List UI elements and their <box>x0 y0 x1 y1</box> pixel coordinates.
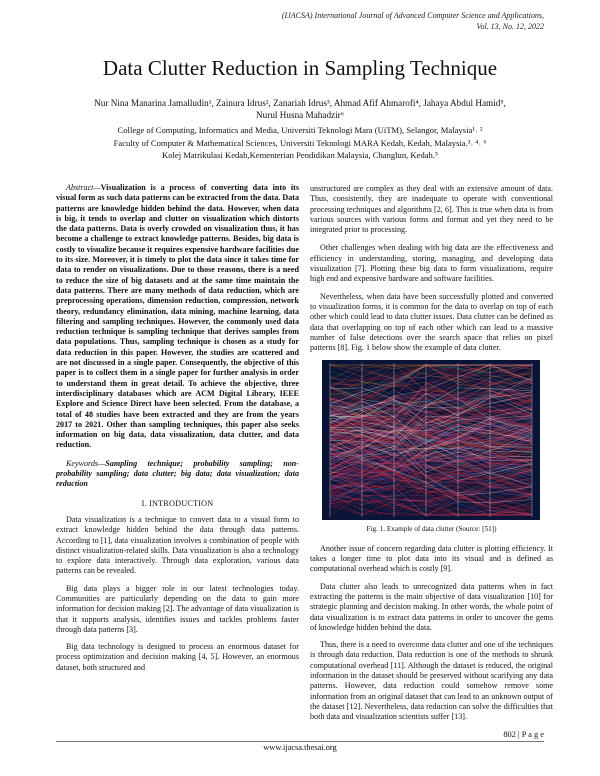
right-paragraph-5: Data clutter also leads to unrecognized data patterns when in fact extracting the patterns is the main objective of data visualization [10] for strategic planning and decision making. In other words, the whole point of data visualization is to extract data patterns in order to uncover the gems of knowledge hidden behind the data. <box>310 581 553 632</box>
right-paragraph-6: Thus, there is a need to overcome data clutter and one of the techniques is through data reduction. Data reduction is one of the methods to shrunk computational overhead [11]. Although the dataset is reduced, the original information in the dataset should be preserved without scarifying any data patterns. However, data reduction could somehow remove some information from an original dataset that can lead to an unknown output of the dataset [12]. Nevertheless, data reduction can solve the difficulties that both data and visualization scientists suffer [13]. <box>310 640 553 722</box>
keywords-label: Keywords— <box>66 458 106 468</box>
right-paragraph-3: Nevertheless, when data have been successfully plotted and converted to visualization forms, it is common for the data to overlap on top of each other which could lead to data clutter issues. Data clutter can be defined as data that overlapping on top of each other which can lead to a massive number of false detections over the search space that relies on pixel patterns [8]. Fig. 1 below show the example of data clutter. <box>310 291 553 353</box>
left-column <box>56 183 299 680</box>
journal-name: (IJACSA) International Journal of Advanced Computer Science and Applications, <box>281 11 544 20</box>
right-paragraph-1: unstructured are complex as they deal with an extensive amount of data. Thus, consistently, they are inadequate to operate with conventional processing techniques and algorithms [2, 6]. This is true when data is from various sources with various forms and format and yet they need to be integrated prior to processing. <box>310 184 553 235</box>
affiliation-3: Kolej Matrikulasi Kedah,Kementerian Pendidikan Malaysia, Changlun, Kedah.⁵ <box>161 150 438 160</box>
keywords-text: Sampling technique; probability sampling; non-probability sampling; data clutter; big data; data visualization; data reduction <box>56 458 299 489</box>
affiliation-2: Faculty of Computer & Mathematical Sciences, Universiti Teknologi MARA Kedah, Kedah, Malaysia.³˒ ⁴˒ ⁶ <box>113 137 487 148</box>
paper-title: Data Clutter Reduction in Sampling Technique <box>102 56 498 80</box>
running-header <box>282 10 544 32</box>
abstract <box>56 183 299 451</box>
volume-info: Vol. 13, No. 12, 2022 <box>476 22 544 31</box>
figure-caption: Fig. 1. Example of data clutter (Source: [51]) <box>366 525 497 534</box>
footer-url: www.ijacsa.thesai.org <box>263 743 337 752</box>
footer-divider <box>56 741 544 742</box>
affiliations <box>40 124 560 162</box>
page-number: 802 | P a g e <box>503 730 544 739</box>
affiliation-1: College of Computing, Informatics and Media, Universiti Teknologi Mara (UiTM), Selangor, Malaysia¹˒ ² <box>117 125 483 135</box>
right-paragraph-2: Other challenges when dealing with big data are the effectiveness and efficiency in understanding, storing, managing, and developing data visualization [7]. Plotting these big data to form visualizations, require high end and expensive hardware and software facilities. <box>310 243 553 284</box>
abstract-label: Abstract— <box>66 183 101 192</box>
keywords <box>56 459 299 490</box>
intro-paragraph-3: Big data technology is designed to process an enormous dataset for process optimization and decision making [4, 5]. However, an enormous dataset, both structured and <box>56 642 299 672</box>
intro-paragraph-1: Data visualization is a technique to convert data to a visual form to extract knowledge hidden behind the data through data patterns. According to [1], data visualization involves a combination of people with distinct visualization-related skills. Data visualization is also a technology to explore data interactively. Through data exploration, various data patterns can be revealed. <box>56 514 299 576</box>
authors-line-2: Nurul Husna Mahadzir⁶ <box>256 110 344 120</box>
figure-data-clutter <box>322 360 540 520</box>
right-column <box>310 184 553 730</box>
author-list <box>50 97 550 121</box>
right-paragraph-4: Another issue of concern regarding data clutter is plotting efficiency. It takes a longer time to plot data into its visual and is defined as computational overhead which is costly [9]. <box>310 543 553 574</box>
intro-paragraph-2: Big data plays a bigger role in our latest technologies today. Communities are particularly depending on the data to gain more information for decision making [2]. The advantage of data visualization is that it supports analysis, identifies issues and tackles problems faster through data patterns [3]. <box>56 583 299 634</box>
abstract-text: Visualization is a process of converting data into its visual form as such data patterns can be extracted from the data. Data patterns are knowledge hidden behind the data. However, when data is big, it tends to overlap and clutter on visualization which distorts the data patterns. Data is overly crowded on visualization thus, it has become a challenge to extract knowledge patterns. Besides, big data is costly to visualize because it requires expensive hardware facilities due to its size. Moreover, it is timely to plot the data since it takes time for data to render on visualizations. Due to those reasons, there is a need to reduce the size of big datasets and at the same time maintain the data patterns. There are many methods of data reduction, which are preprocessing operations, dimension reduction, compression, network theory, redundancy elimination, data mining, machine learning, data filtering and sampling techniques. However, the commonly used data reduction technique is sampling technique that derives samples from data populations. Thus, sampling technique is chosen as a study for data reduction in this paper. However, the studies are scattered and are not discussed in a single paper. Consequently, the objective of this paper is to collect them in a single paper for further analysis in order to understand them in great detail. To achieve the objective, three interdisciplinary databases which are ACM Digital Library, IEEE Explore and Science Direct have been selected. From the database, a total of 48 studies have been extracted and they are from the years 2017 to 2021. Other than sampling techniques, this paper also seeks information on big data, data visualization, data clutter, and data reduction. <box>56 183 300 450</box>
authors-line-1: Nur Nina Manarina Jamalludin¹, Zainura Idrus², Zanariah Idrus³, Ahmad Afif Ahmarofi⁴, Jahaya Abdul Hamid⁵, <box>94 98 506 108</box>
clutter-visualization-image <box>322 360 540 520</box>
section-heading-introduction: I. INTRODUCTION <box>141 498 214 508</box>
